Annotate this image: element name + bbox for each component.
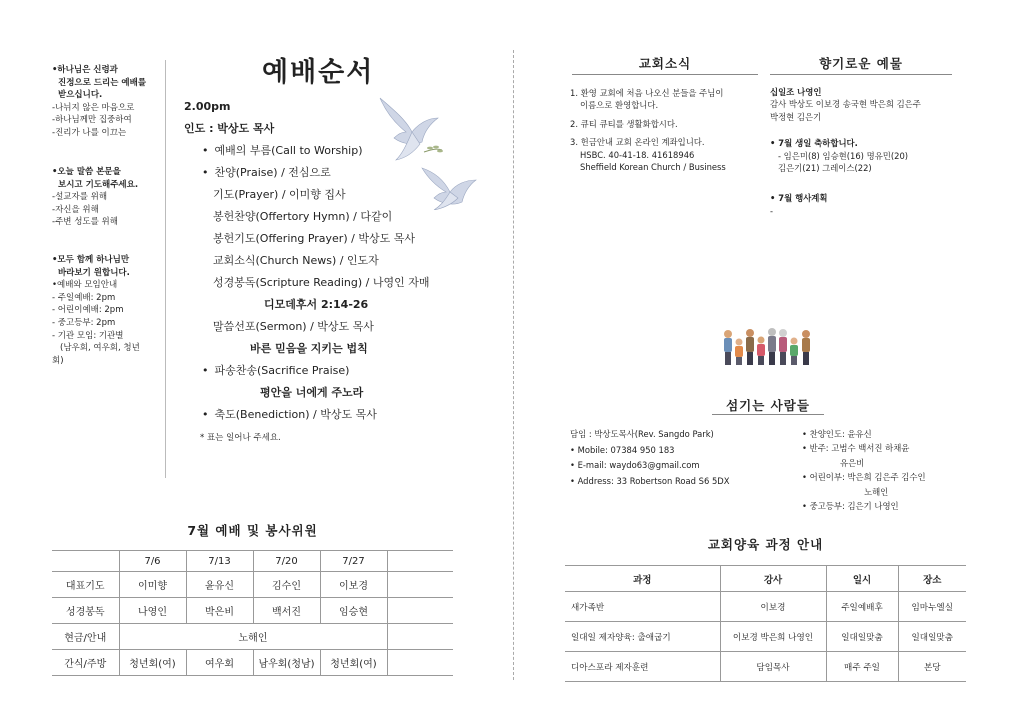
date-header: 7/13: [186, 551, 253, 572]
sidebar-text: 회): [52, 355, 64, 366]
staff-line: • 찬양인도: 윤유신: [802, 429, 872, 439]
service-item: 봉헌기도(Offering Prayer) / 박상도 목사: [213, 232, 415, 245]
page-title: 예배순서: [262, 57, 375, 88]
sidebar-text: •예배와 모임안내: [52, 280, 118, 291]
sidebar-text: (남우회, 여우회, 청년: [60, 343, 140, 354]
sidebar-text: -주변 성도를 위해: [52, 217, 118, 228]
table-cell: 여우회: [186, 650, 253, 676]
table-row: [52, 572, 453, 598]
table-cell: 남우회(청남): [253, 650, 320, 676]
news-title: 교회소식: [638, 56, 692, 71]
staff-title: 섬기는 사람들: [726, 398, 810, 413]
offering-list: [770, 86, 921, 217]
schedule-table: [52, 550, 453, 676]
standing-note: * 표는 일어나 주세요.: [200, 433, 281, 443]
table-cell: 일대일맞춤: [826, 622, 898, 652]
birthday-line: 김은기(21) 그레이스(22): [778, 163, 872, 174]
service-item: 성경봉독(Scripture Reading) / 나영인 자매: [213, 276, 430, 289]
table-row: [565, 592, 966, 622]
table-cell: 백서진: [253, 598, 320, 624]
sidebar-block-prayer: [52, 166, 138, 229]
row-label: 대표기도: [52, 572, 119, 598]
table-cell: 나영인: [119, 598, 186, 624]
family-illustration: [722, 327, 814, 367]
sidebar-text: - 어린이예배: 2pm: [52, 305, 124, 316]
table-cell: 담임목사: [720, 652, 826, 682]
sidebar-text: 진정으로 드리는 예배를: [58, 77, 147, 88]
row-label: 간식/주방: [52, 650, 119, 676]
events-title: • 7월 행사계획: [770, 193, 828, 204]
table-cell: 청년회(여): [320, 650, 387, 676]
table-cell: 김수인: [253, 572, 320, 598]
offering-line: 감사 박상도 이보경 송국현 박은희 김은주: [770, 99, 921, 110]
divider: [770, 74, 952, 75]
sidebar-text: - 주일예배: 2pm: [52, 292, 116, 303]
sidebar-divider: [165, 60, 166, 478]
table-cell: 이미향: [119, 572, 186, 598]
row-label: 성경봉독: [52, 598, 119, 624]
date-header: 7/6: [119, 551, 186, 572]
row-label: 현금/안내: [52, 624, 119, 650]
staff-line: • 반주: 고범수 백서진 하채윤: [802, 443, 910, 454]
service-item: 기도(Prayer) / 이미향 집사: [213, 188, 346, 201]
offering-line: 박정현 김은기: [770, 111, 822, 122]
sermon-title: 바른 믿음을 지키는 법칙: [250, 342, 368, 355]
sidebar-text: 보시고 기도해주세요.: [58, 179, 139, 190]
service-item: 말씀선포(Sermon) / 박상도 목사: [213, 320, 374, 333]
sidebar-text: -설교자를 위해: [52, 192, 108, 203]
date-header: 7/20: [253, 551, 320, 572]
table-row: [52, 551, 453, 572]
staff-line: • 어린이부: 박은희 김은주 김수인: [802, 472, 926, 483]
column-header: 일시: [826, 566, 898, 592]
news-item: 3. 헌금안내 교회 온라인 계좌입니다.: [570, 137, 705, 148]
table-cell: 윤유신: [186, 572, 253, 598]
table-row: [52, 624, 453, 650]
sidebar-block-worship: [52, 64, 146, 140]
service-item: • 축도(Benediction) / 박상도 목사: [184, 404, 429, 426]
table-cell: 노해인: [119, 624, 387, 650]
offering-title: 향기로운 예물: [819, 56, 903, 71]
column-header: 과정: [565, 566, 720, 592]
service-item: 교회소식(Church News) / 인도자: [213, 254, 379, 267]
staff-line: 유은비: [840, 457, 865, 468]
sidebar-text: -하나님께만 집중하여: [52, 115, 132, 126]
offering-line: 십일조 나영인: [770, 87, 822, 97]
table-cell: 청년회(여): [119, 650, 186, 676]
service-item: • 예배의 부름(Call to Worship): [184, 140, 429, 162]
service-item: • 파송찬송(Sacrifice Praise): [184, 360, 429, 382]
service-time: 2.00pm: [184, 100, 231, 113]
divider: [712, 414, 824, 415]
table-cell: 새가족반: [565, 592, 720, 622]
news-list: [570, 87, 726, 173]
sidebar-text: - 기관 모임: 기관별: [52, 330, 124, 341]
table-cell: 디아스포라 제자훈련: [565, 652, 720, 682]
service-item: 봉헌찬양(Offertory Hymn) / 다같이: [213, 210, 393, 223]
sidebar-text: •하나님은 신령과: [52, 65, 118, 75]
news-item: 1. 환영 교회에 처음 나오신 분들을 주님이: [570, 88, 724, 98]
staff-line: 담임 : 박상도목사(Rev. Sangdo Park): [570, 429, 714, 439]
events-line: -: [770, 205, 774, 216]
table-cell: 주일예배후: [826, 592, 898, 622]
sidebar-block-meetings: [52, 254, 140, 367]
table-row: [565, 652, 966, 682]
service-order: [184, 96, 429, 426]
table-cell: 이보경: [720, 592, 826, 622]
hymn-title: 평안을 너에게 주노라: [260, 386, 364, 399]
column-header: 강사: [720, 566, 826, 592]
staff-line: • Mobile: 07384 950 183: [570, 444, 675, 455]
sidebar-text: 바라보기 원합니다.: [58, 267, 130, 278]
sidebar-text: -자신을 위해: [52, 204, 99, 215]
table-cell: 일대일맞춤: [898, 622, 966, 652]
divider: [572, 74, 758, 75]
table-cell: 본당: [898, 652, 966, 682]
sidebar-text: -나뉘지 않은 마음으로: [52, 102, 135, 113]
sidebar-text: •오늘 말씀 본문을: [52, 167, 121, 177]
table-row: [52, 598, 453, 624]
fold-line: [513, 50, 514, 680]
staff-line: • Address: 33 Robertson Road S6 5DX: [570, 475, 730, 486]
service-leader: 인도 : 박상도 목사: [184, 122, 275, 135]
news-item: 2. 큐티 큐티를 생활화합시다.: [570, 118, 678, 129]
table-row: [52, 650, 453, 676]
news-item: 이름으로 환영합니다.: [580, 100, 659, 111]
staff-line: • E-mail: waydo63@gmail.com: [570, 460, 700, 471]
table-cell: 박은비: [186, 598, 253, 624]
sidebar-text: •모두 함께 하나님만: [52, 255, 130, 265]
sidebar-text: -진리가 나를 이끄는: [52, 127, 127, 138]
table-cell: 임승현: [320, 598, 387, 624]
table-cell: 이보경 박은희 나영인: [720, 622, 826, 652]
table-row: [565, 566, 966, 592]
service-item: • 찬양(Praise) / 전심으로: [184, 162, 429, 184]
staff-right: [802, 427, 926, 513]
column-header: 장소: [898, 566, 966, 592]
education-table: [565, 565, 966, 682]
sidebar-text: 받으십니다.: [58, 90, 103, 101]
schedule-title: 7월 예배 및 봉사위원: [187, 523, 318, 538]
table-cell: 일대일 제자양육: 출애굽기: [565, 622, 720, 652]
table-row: [565, 622, 966, 652]
birthday-title: • 7월 생일 축하합니다.: [770, 138, 858, 149]
table-cell: 임마누엘실: [898, 592, 966, 622]
service-scripture-ref: 디모데후서 2:14-26: [264, 298, 369, 311]
birthday-line: - 임은미(8) 임승현(16) 명유민(20): [778, 150, 909, 161]
staff-left: [570, 427, 729, 489]
table-cell: 이보경: [320, 572, 387, 598]
staff-line: 노해인: [864, 486, 889, 497]
news-item: Sheffield Korean Church / Business: [580, 162, 726, 173]
staff-line: • 중고등부: 김은기 나영인: [802, 501, 899, 512]
news-item: HSBC. 40-41-18. 41618946: [580, 149, 695, 160]
education-title: 교회양육 과정 안내: [707, 537, 824, 552]
sidebar-text: - 중고등부: 2pm: [52, 317, 116, 328]
date-header: 7/27: [320, 551, 387, 572]
table-cell: 매주 주일: [826, 652, 898, 682]
